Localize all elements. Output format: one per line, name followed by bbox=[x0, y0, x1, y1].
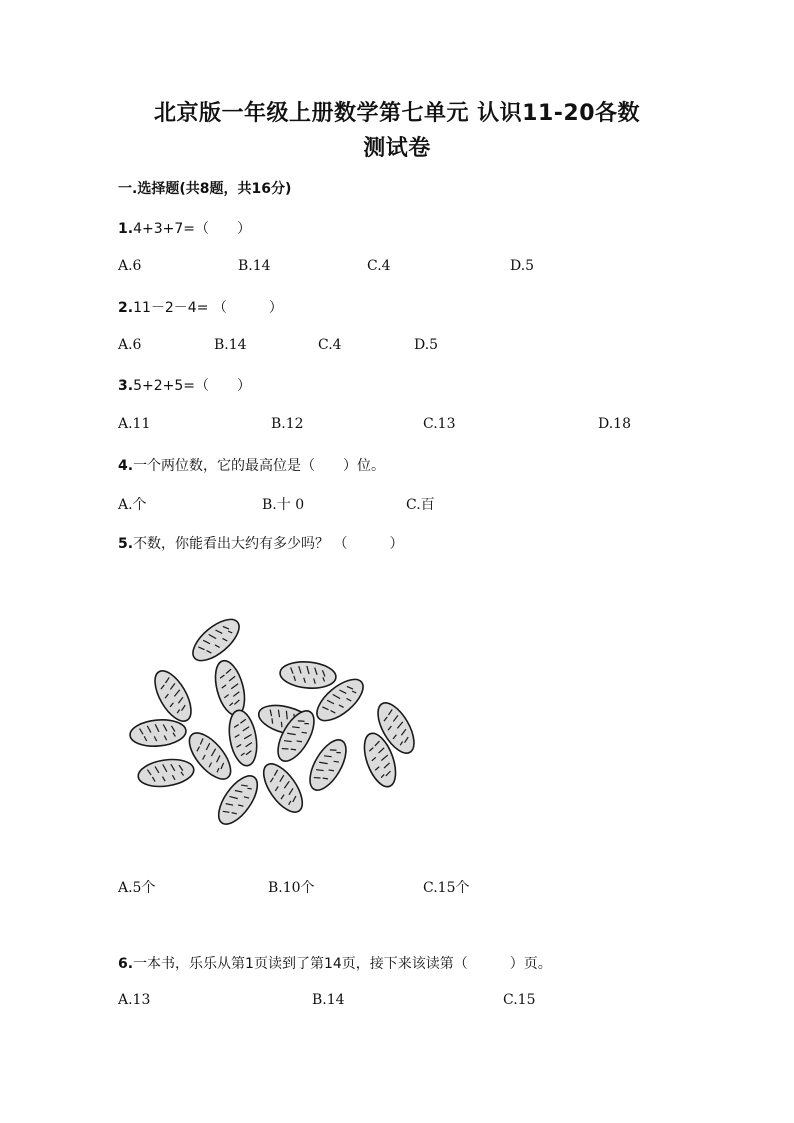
question-text: 4+3+7=（ ） bbox=[133, 221, 251, 237]
option-c[interactable]: C.百 bbox=[406, 497, 435, 513]
question-number: 2. bbox=[118, 300, 134, 316]
question-number: 1. bbox=[118, 221, 134, 237]
option-a[interactable]: A.11 bbox=[118, 416, 151, 432]
option-a[interactable]: A.6 bbox=[118, 337, 142, 353]
question-1 bbox=[118, 218, 251, 238]
option-b[interactable]: B.14 bbox=[214, 337, 247, 353]
option-d[interactable]: D.5 bbox=[414, 337, 439, 353]
option-c[interactable]: C.13 bbox=[423, 416, 456, 432]
question-text: 一个两位数，它的最高位是（ ）位。 bbox=[133, 458, 386, 474]
option-c[interactable]: C.4 bbox=[367, 258, 391, 274]
option-b[interactable]: B.十 0 bbox=[262, 497, 305, 513]
question-4 bbox=[118, 455, 385, 475]
option-b[interactable]: B.12 bbox=[271, 416, 304, 432]
option-c[interactable]: C.15 bbox=[503, 992, 536, 1008]
question-number: 6. bbox=[118, 956, 134, 972]
seed-4 bbox=[279, 660, 337, 691]
option-d[interactable]: D.18 bbox=[598, 416, 631, 432]
seed-3 bbox=[210, 658, 250, 719]
question-6 bbox=[118, 953, 552, 973]
page-title-line2: 测试卷 bbox=[363, 136, 431, 161]
seed-6 bbox=[129, 718, 187, 749]
option-c[interactable]: C.4 bbox=[318, 337, 342, 353]
seed-2 bbox=[148, 665, 199, 726]
question-3 bbox=[118, 375, 251, 395]
question-number: 4. bbox=[118, 458, 134, 474]
option-b[interactable]: B.10个 bbox=[268, 880, 315, 896]
option-b[interactable]: B.14 bbox=[312, 992, 345, 1008]
option-b[interactable]: B.14 bbox=[238, 258, 271, 274]
section-heading: 一.选择题(共8题，共16分) bbox=[118, 181, 292, 197]
seeds-illustration bbox=[118, 608, 428, 834]
option-a[interactable]: A.6 bbox=[118, 258, 142, 274]
seed-14 bbox=[136, 756, 195, 790]
question-2 bbox=[118, 297, 283, 317]
question-number: 5. bbox=[118, 536, 134, 552]
question-text: 11－2－4= （ ） bbox=[133, 300, 283, 316]
page-title: 北京版一年级上册数学第七单元 认识11-20各数 bbox=[153, 101, 641, 126]
question-number: 3. bbox=[118, 378, 134, 394]
option-a[interactable]: A.个 bbox=[118, 497, 147, 513]
option-a[interactable]: A.5个 bbox=[118, 880, 156, 896]
question-text: 不数，你能看出大约有多少吗？ （ ） bbox=[133, 536, 404, 552]
question-text: 5+2+5=（ ） bbox=[133, 378, 251, 394]
seed-1 bbox=[186, 612, 246, 668]
option-a[interactable]: A.13 bbox=[118, 992, 151, 1008]
question-5 bbox=[118, 533, 404, 553]
seed-12 bbox=[303, 734, 354, 795]
seed-15 bbox=[256, 758, 309, 819]
seed-7 bbox=[225, 708, 260, 768]
question-text: 一本书，乐乐从第1页读到了第14页，接下来该读第（ ）页。 bbox=[133, 956, 552, 972]
option-d[interactable]: D.5 bbox=[510, 258, 535, 274]
option-c[interactable]: C.15个 bbox=[423, 880, 470, 896]
